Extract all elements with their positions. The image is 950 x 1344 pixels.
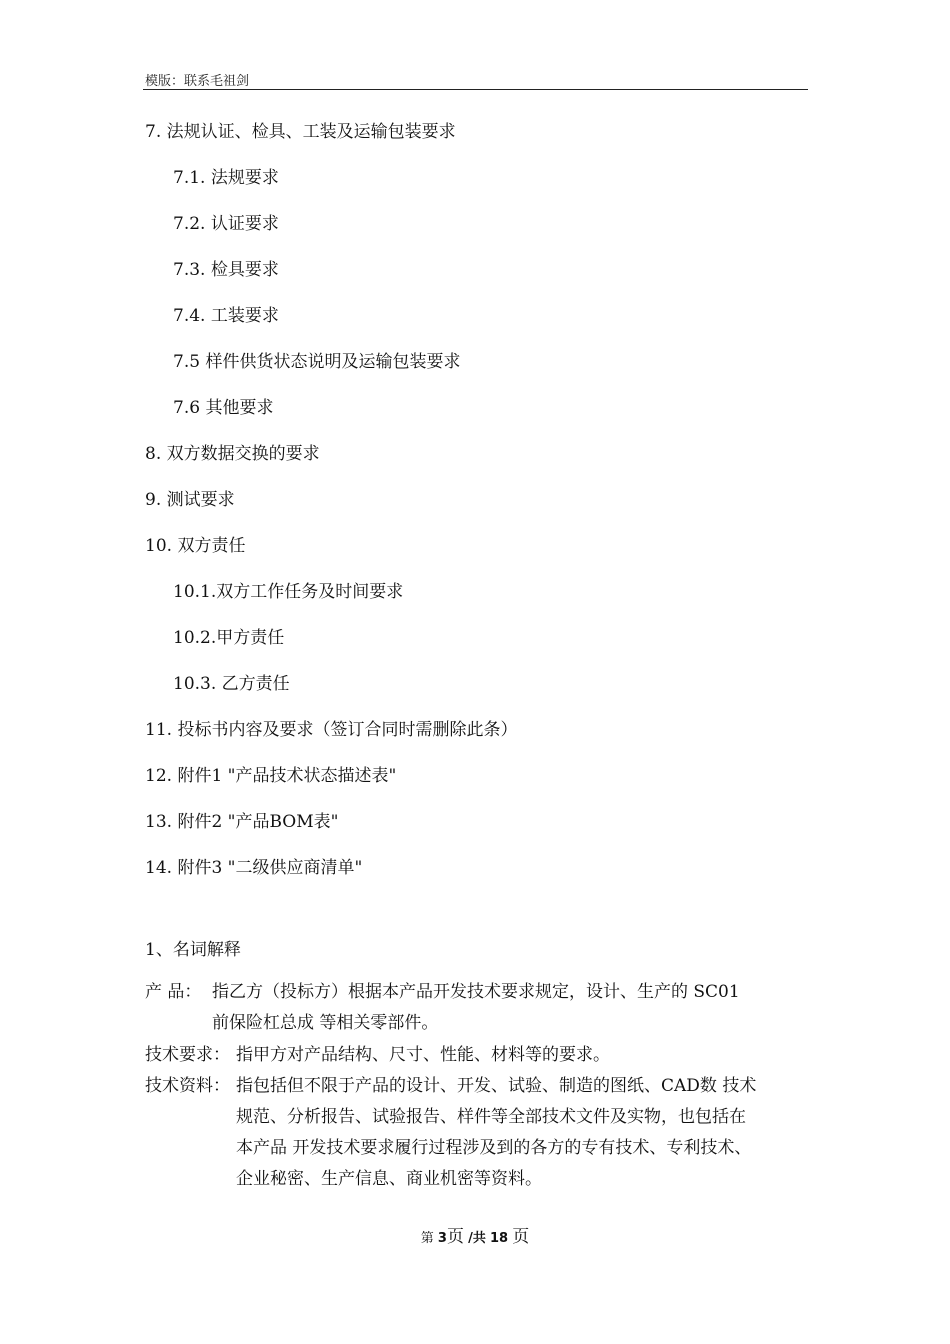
- page-header: [143, 70, 808, 90]
- toc-item: 7.1. 法规要求: [173, 168, 279, 188]
- definition-line: 本产品 开发技术要求履行过程涉及到的各方的专有技术、专利技术、: [236, 1138, 752, 1158]
- section-title: 1、名词解释: [145, 940, 241, 960]
- toc-item: 10.1.双方工作任务及时间要求: [173, 582, 404, 602]
- definition-line: 规范、分析报告、试验报告、样件等全部技术文件及实物，也包括在: [236, 1107, 746, 1127]
- toc-item: 14. 附件3 "二级供应商清单": [145, 858, 363, 878]
- definition-term: 技术要求：: [145, 1045, 230, 1065]
- footer-sep: /共: [468, 1231, 486, 1246]
- toc-item: 11. 投标书内容及要求（签订合同时需删除此条）: [145, 720, 518, 740]
- definition-line: 企业秘密、生产信息、商业机密等资料。: [236, 1169, 542, 1189]
- toc-item: 7.3. 检具要求: [173, 260, 279, 280]
- toc-item: 13. 附件2 "产品BOM表": [145, 812, 339, 832]
- toc-item: 8. 双方数据交换的要求: [145, 444, 320, 464]
- toc-item: 9. 测试要求: [145, 490, 235, 510]
- definition-line: 指乙方（投标方）根据本产品开发技术要求规定，设计、生产的 SC01: [212, 982, 740, 1002]
- toc-item: 7.2. 认证要求: [173, 214, 279, 234]
- toc-item: 12. 附件1 "产品技术状态描述表": [145, 766, 397, 786]
- toc-item: 10.2.甲方责任: [173, 628, 285, 648]
- definition-line: 前保险杠总成 等相关零部件。: [212, 1013, 439, 1033]
- toc-item: 10.3. 乙方责任: [173, 674, 290, 694]
- toc-item: 10. 双方责任: [145, 536, 246, 556]
- header-text: 模版：联系毛祖剑: [145, 74, 250, 89]
- toc-item: 7. 法规认证、检具、工装及运输包装要求: [145, 122, 456, 142]
- footer-page-unit: 页: [446, 1227, 464, 1247]
- definition-line: 指甲方对产品结构、尺寸、性能、材料等的要求。: [236, 1045, 610, 1065]
- definition-term: 产 品：: [145, 982, 202, 1002]
- footer-suffix: 页: [512, 1227, 530, 1247]
- toc-item: 7.6 其他要求: [173, 398, 274, 418]
- definition-line: 指包括但不限于产品的设计、开发、试验、制造的图纸、CAD数 技术: [236, 1076, 757, 1096]
- footer-total-pages: 18: [490, 1231, 509, 1246]
- definition-term: 技术资料：: [145, 1076, 230, 1096]
- toc-item: 7.4. 工装要求: [173, 306, 279, 326]
- footer-prefix: 第: [420, 1231, 434, 1246]
- footer-page-number: 3: [437, 1231, 447, 1246]
- toc-item: 7.5 样件供货状态说明及运输包装要求: [173, 352, 461, 372]
- page-footer: [0, 1222, 950, 1247]
